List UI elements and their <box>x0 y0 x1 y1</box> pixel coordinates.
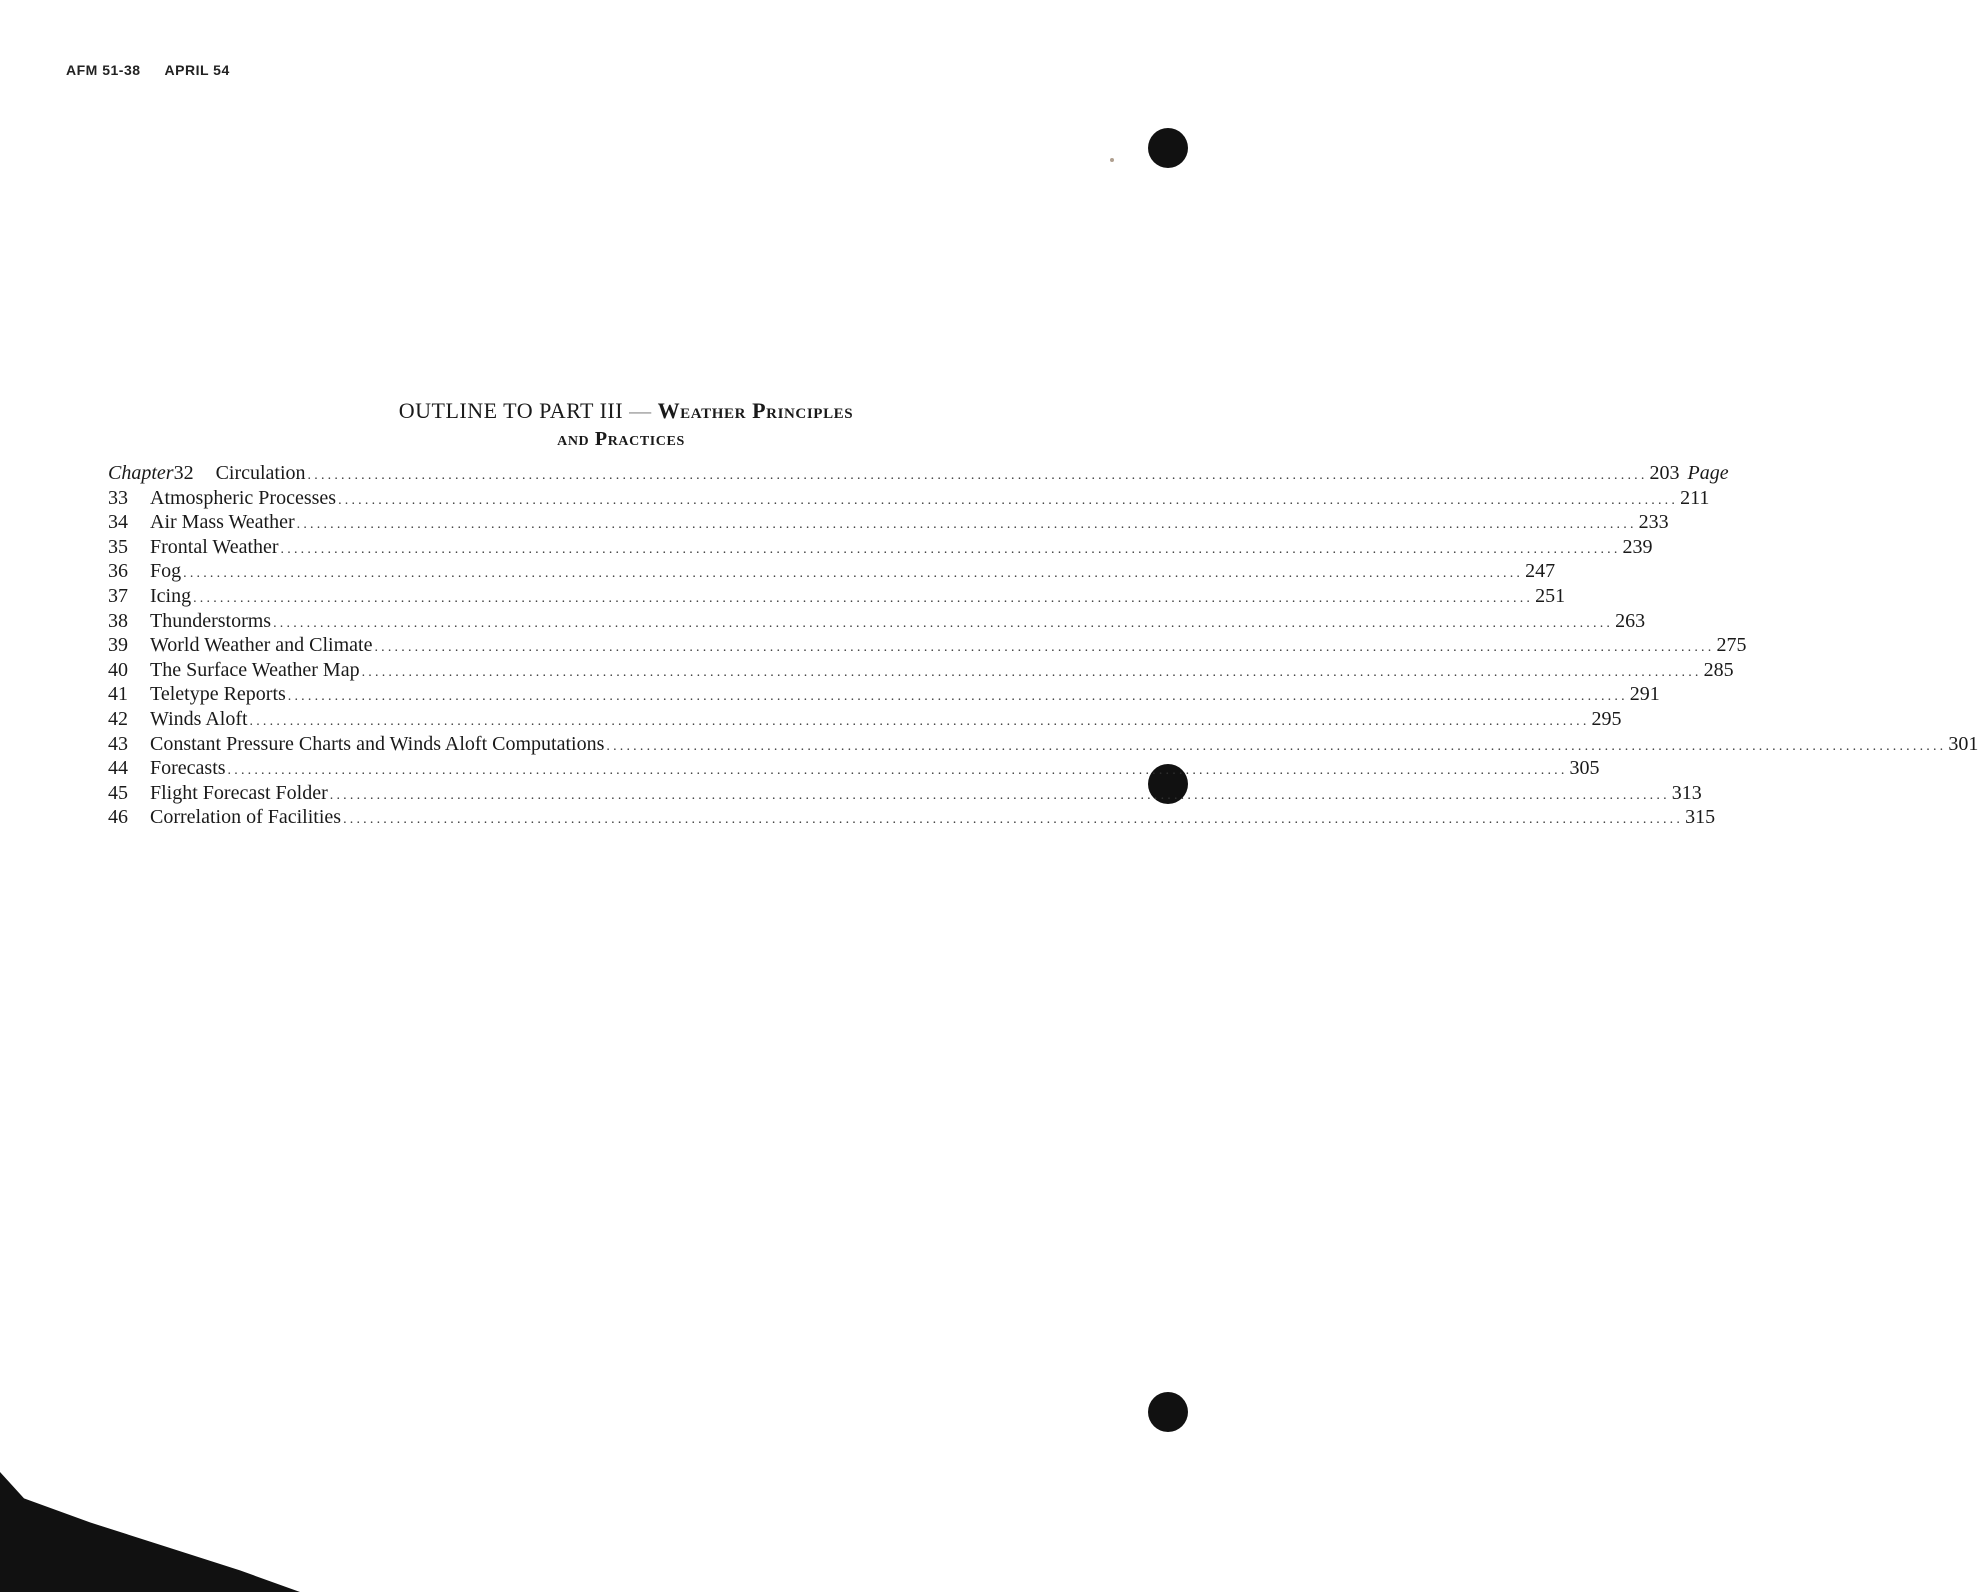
page-number: 251 <box>1535 584 1566 607</box>
chapter-title: Thunderstorms <box>150 609 272 632</box>
dot-leader: ........................................................................................................................................................................................................ <box>296 517 1637 533</box>
chapter-title: Correlation of Facilities <box>150 806 342 829</box>
chapter-number: 35 <box>108 535 128 558</box>
chapter-number: 34 <box>108 511 128 534</box>
chapter-title: Constant Pressure Charts and Winds Aloft Computations <box>150 732 605 755</box>
dot-leader: ........................................................................................................................................................................................................ <box>227 763 1568 779</box>
dot-leader: ........................................................................................................................................................................................................ <box>606 738 1947 754</box>
dot-leader: ........................................................................................................................................................................................................ <box>287 689 1628 705</box>
toc-entry <box>108 462 1729 487</box>
toc-entry <box>108 757 1600 782</box>
chapter-number: 41 <box>108 683 128 706</box>
chapter-number: 33 <box>108 486 128 509</box>
page-number: 263 <box>1615 609 1646 632</box>
toc-entry <box>108 486 1710 512</box>
chapter-title: The Surface Weather Map <box>150 658 360 681</box>
paper-speck <box>1110 158 1114 162</box>
page-number: 313 <box>1671 781 1702 804</box>
page-number: 233 <box>1638 511 1669 534</box>
toc-entry <box>108 584 1566 610</box>
table-of-contents <box>108 462 1978 831</box>
toc-entry <box>108 781 1702 807</box>
chapter-number: 37 <box>108 584 128 607</box>
outline-title <box>0 398 1232 451</box>
chapter-title: Flight Forecast Folder <box>150 781 328 804</box>
title-subject: Weather Principles <box>657 398 854 423</box>
chapter-number: 42 <box>108 707 128 730</box>
chapter-number: 46 <box>108 806 128 829</box>
chapter-title: Winds Aloft <box>150 707 248 730</box>
chapter-number: 40 <box>108 658 128 681</box>
chapter-number: 45 <box>108 781 128 804</box>
chapter-title: Circulation <box>215 462 306 484</box>
page-label: Page <box>1687 462 1729 484</box>
outline-title-line1 <box>20 398 1232 424</box>
toc-entry <box>108 707 1622 733</box>
dot-leader: ........................................................................................................................................................................................................ <box>361 664 1702 680</box>
dot-leader: ........................................................................................................................................................................................................ <box>280 541 1621 557</box>
chapter-title: Frontal Weather <box>150 535 279 558</box>
toc-entry <box>108 511 1669 536</box>
page-number: 239 <box>1622 535 1653 558</box>
toc-entry <box>108 560 1556 585</box>
chapter-title: Forecasts <box>150 757 226 780</box>
page-number: 247 <box>1525 560 1556 583</box>
chapter-number: 43 <box>108 732 128 755</box>
page-number: 275 <box>1716 634 1747 657</box>
dot-leader: ........................................................................................................................................................................................................ <box>307 468 1648 483</box>
chapter-number: 36 <box>108 560 128 583</box>
toc-entry <box>108 732 1978 758</box>
dot-leader: ........................................................................................................................................................................................................ <box>374 640 1715 656</box>
page-number: 211 <box>1680 486 1710 509</box>
toc-entry <box>108 683 1660 708</box>
dot-leader: ........................................................................................................................................................................................................ <box>183 566 1524 582</box>
toc-entry <box>108 609 1646 635</box>
chapter-number: 44 <box>108 757 128 780</box>
chapter-title: Teletype Reports <box>150 683 286 706</box>
dot-leader: ........................................................................................................................................................................................................ <box>338 492 1679 508</box>
document-id: AFM 51-38 <box>66 62 141 78</box>
outline-title-line2: and Practices <box>557 428 685 450</box>
chapter-title: Air Mass Weather <box>150 511 295 534</box>
page-number: 301 <box>1948 732 1978 755</box>
dot-leader: ........................................................................................................................................................................................................ <box>193 590 1534 606</box>
dot-leader: ........................................................................................................................................................................................................ <box>343 812 1684 828</box>
binder-hole-bottom <box>1148 1392 1188 1432</box>
dot-leader: ........................................................................................................................................................................................................ <box>273 615 1614 631</box>
page-number: 305 <box>1569 757 1600 780</box>
scan-shadow <box>0 1472 300 1592</box>
chapter-number: 39 <box>108 634 128 657</box>
chapter-title: World Weather and Climate <box>150 634 373 657</box>
chapter-title: Atmospheric Processes <box>150 486 337 509</box>
chapter-title: Icing <box>150 584 192 607</box>
document-date: APRIL 54 <box>164 62 230 78</box>
toc-entry <box>108 806 1716 831</box>
toc-entry <box>108 535 1653 561</box>
chapter-label: Chapter <box>108 462 174 484</box>
title-dash: — <box>629 398 652 423</box>
dot-leader: ........................................................................................................................................................................................................ <box>329 787 1670 803</box>
page-number: 315 <box>1685 806 1716 829</box>
binder-hole-top <box>1148 128 1188 168</box>
page-number: 295 <box>1591 707 1622 730</box>
chapter-title: Fog <box>150 560 182 583</box>
page-number: 285 <box>1703 658 1734 681</box>
chapter-number: 38 <box>108 609 128 632</box>
dot-leader: ........................................................................................................................................................................................................ <box>249 713 1590 729</box>
toc-entry <box>108 634 1747 659</box>
page-number: 291 <box>1629 683 1660 706</box>
page-number: 203 <box>1649 462 1680 484</box>
chapter-number: 32 <box>173 462 194 484</box>
page-header <box>66 62 230 78</box>
toc-entry <box>108 658 1734 684</box>
title-part-label: OUTLINE TO PART III <box>398 398 624 423</box>
